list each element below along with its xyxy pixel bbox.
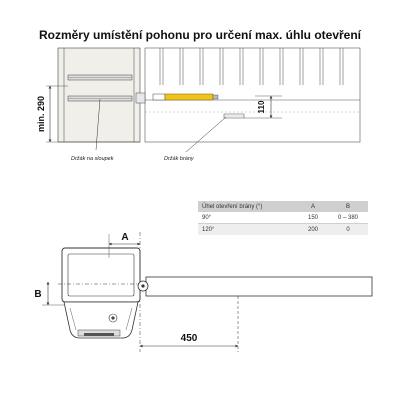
gate-bracket [224,114,244,118]
motor-housing [62,248,140,338]
label-post-bracket: Držák na sloupek [71,156,114,162]
dim-450-label: 450 [180,333,198,344]
table-row [198,224,368,235]
label-gate-bracket: Držák brány [164,156,194,162]
page-title: Rozměry umístění pohonu pro určení max. úhlu otevření [38,28,362,42]
dim-min290-label: min. 290 [36,95,46,133]
table-cell-b: 0 – 380 [337,214,359,221]
table-header-row [198,201,368,212]
table-row [198,212,368,224]
table-header-angle: Úhel otevření brány (°) [202,203,263,210]
table-cell-b: 0 [346,226,350,233]
table-cell-a: 150 [307,214,318,221]
table-cell-angle: 120° [202,226,215,233]
dim-a-label: A [121,232,129,243]
gate-leaf [146,277,372,296]
dim-110-label: 110 [257,100,266,114]
dim-b [42,282,64,305]
dim-b-label: B [34,289,42,300]
table-cell-a: 200 [307,226,318,233]
table-cell-angle: 90° [202,214,212,221]
post-top-view [58,48,140,142]
table-header-a: A [310,203,315,210]
hinge-pivot [138,281,148,291]
table-header-b: B [345,203,350,210]
opening-angle-table [198,201,368,235]
